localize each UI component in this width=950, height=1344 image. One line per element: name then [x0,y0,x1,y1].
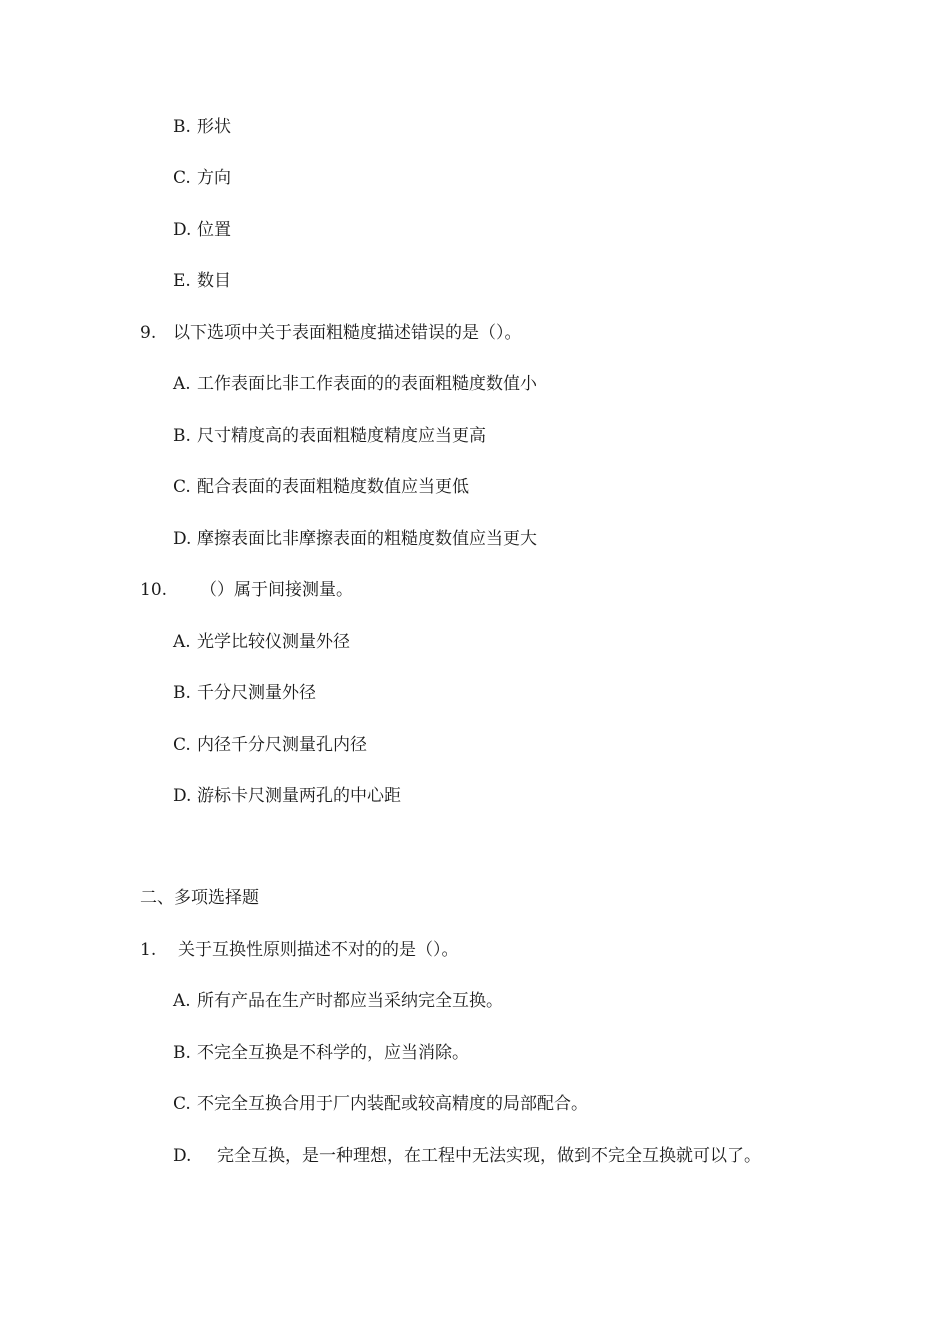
option-text: 所有产品在生产时都应当采纳完全互换。 [197,991,503,1011]
s2q1-option-d [173,1144,761,1168]
option-text: 配合表面的表面粗糙度数值应当更低 [197,477,469,497]
option-text: 游标卡尺测量两孔的中心距 [197,786,401,806]
option-text: 摩擦表面比非摩擦表面的粗糙度数值应当更大 [197,529,537,549]
option-text: 光学比较仪测量外径 [197,632,350,652]
option-letter: A. [173,632,191,652]
option-text: 不完全互换是不科学的，应当消除。 [197,1043,469,1063]
q10-option-d [173,784,401,808]
q8-option-d [173,218,231,242]
s2q1-option-c [173,1092,588,1116]
option-text: 形状 [197,117,231,137]
option-text: 内径千分尺测量孔内径 [197,735,367,755]
option-text: 位置 [197,220,231,240]
question-number: 10. [140,580,168,600]
option-letter: D. [173,529,192,549]
question-10 [140,578,353,602]
question-text: 关于互换性原则描述不对的的是（）。 [178,940,459,960]
q8-option-b [173,115,231,139]
q8-option-e [173,269,231,293]
question-number: 1. [140,940,157,960]
option-letter: E. [173,271,191,291]
option-letter: C. [173,735,191,755]
q10-option-b [173,681,316,705]
q9-option-d [173,527,537,551]
option-letter: D. [173,786,192,806]
question-9 [140,321,522,345]
option-letter: D. [173,1146,192,1166]
option-letter: D. [173,220,192,240]
q9-option-b [173,424,486,448]
q9-option-c [173,475,469,499]
section-heading: 二、多项选择题 [140,888,259,908]
option-letter: B. [173,1043,191,1063]
question-text: （）属于间接测量。 [200,580,353,600]
q10-option-a [173,630,350,654]
q10-option-c [173,733,367,757]
option-letter: A. [173,991,191,1011]
option-letter: C. [173,168,191,188]
option-text: 不完全互换合用于厂内装配或较高精度的局部配合。 [197,1094,588,1114]
option-text: 千分尺测量外径 [197,683,316,703]
option-text: 尺寸精度高的表面粗糙度精度应当更高 [197,426,486,446]
q9-option-a [173,372,537,396]
option-text: 完全互换，是一种理想，在工程中无法实现，做到不完全互换就可以了。 [217,1146,761,1166]
option-letter: B. [173,117,191,137]
option-letter: B. [173,426,191,446]
option-letter: C. [173,1094,191,1114]
question-number: 9. [140,323,157,343]
option-text: 方向 [197,168,231,188]
s2q1-option-b [173,1041,469,1065]
s2q1-option-a [173,989,503,1013]
option-text: 数目 [197,271,231,291]
option-letter: B. [173,683,191,703]
section2-question-1 [140,938,459,962]
option-text: 工作表面比非工作表面的的表面粗糙度数值小 [197,374,537,394]
option-letter: A. [173,374,191,394]
option-letter: C. [173,477,191,497]
question-text: 以下选项中关于表面粗糙度描述错误的是（）。 [173,323,522,343]
q8-option-c [173,166,231,190]
